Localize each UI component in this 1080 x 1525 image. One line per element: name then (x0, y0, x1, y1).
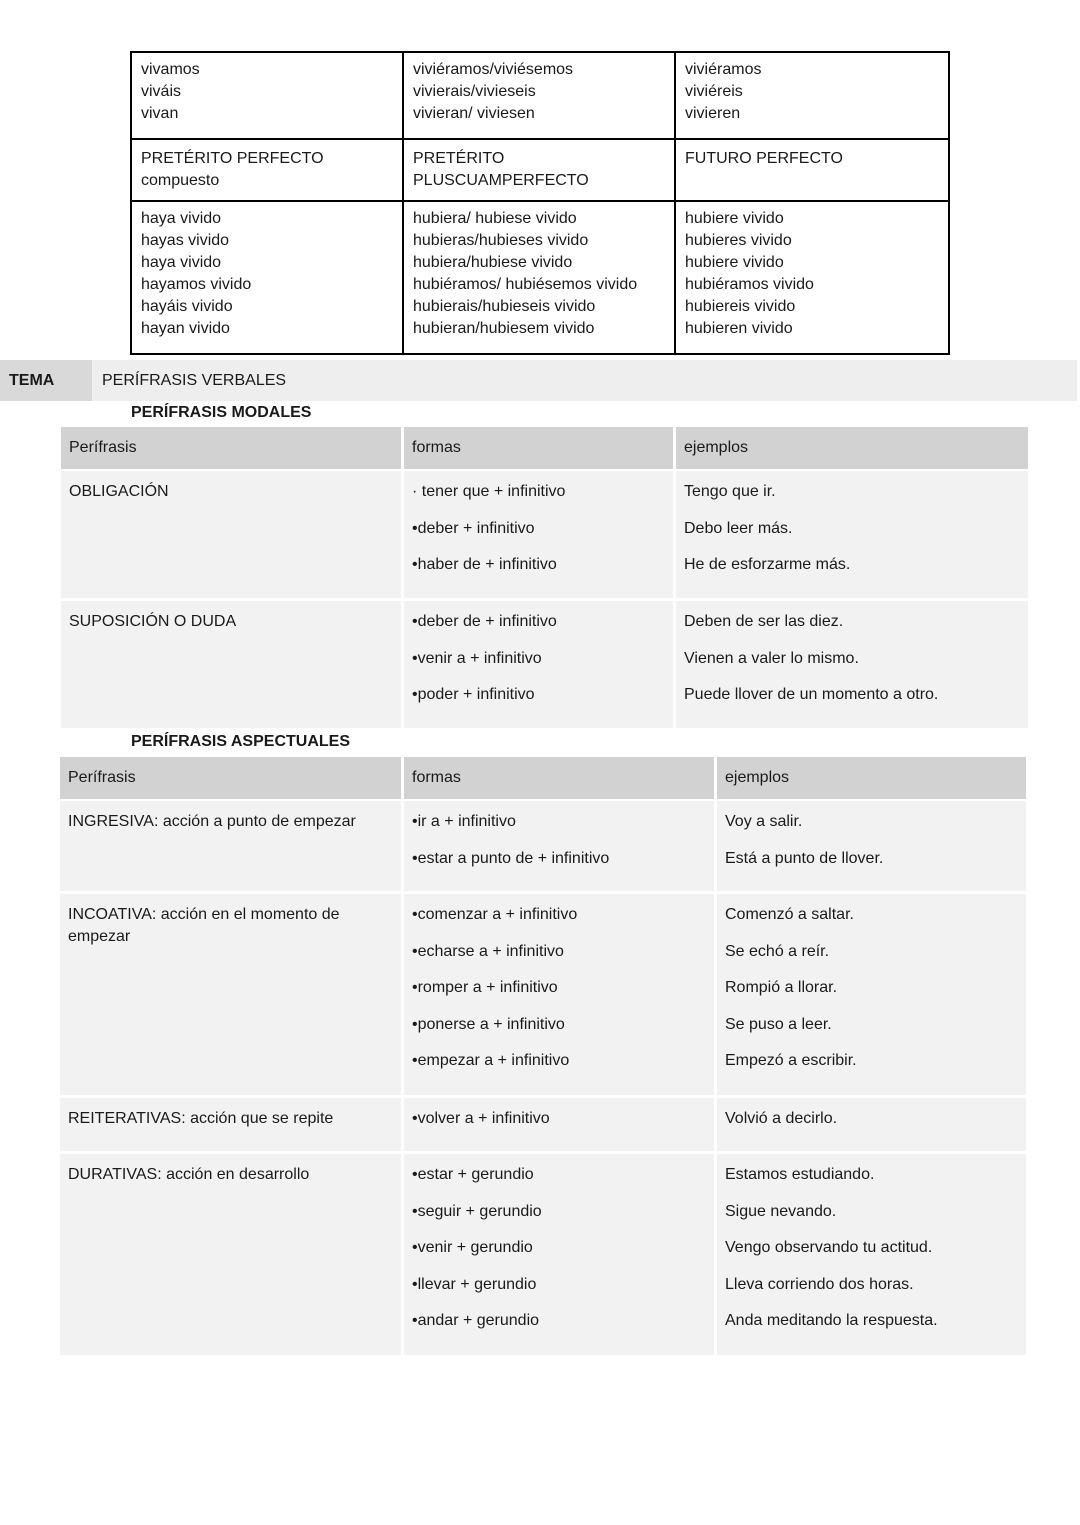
conjugation-form: hubieres vivido (685, 232, 792, 249)
conjugation-cell (403, 52, 675, 139)
conjugation-form: hayas vivido (141, 232, 230, 249)
column-header: formas (404, 757, 714, 799)
ejemplos-cell (717, 894, 1026, 1095)
forma-item: •andar + gerundio (412, 1312, 540, 1329)
aspectuales-title: PERÍFRASIS ASPECTUALES (131, 733, 350, 750)
perifrasis-name-cell (60, 801, 401, 891)
perifrasis-name: INGRESIVA: acción a punto de empezar (68, 813, 356, 830)
conjugation-form: haya vivido (141, 254, 222, 271)
ejemplo-item: Estamos estudiando. (725, 1166, 875, 1183)
tense-header: FUTURO PERFECTO (675, 139, 949, 201)
forma-item: •deber + infinitivo (412, 520, 535, 537)
conjugation-form: hubieran/hubiesem vivido (413, 320, 595, 337)
perifrasis-name-cell (60, 894, 401, 1095)
ejemplo-item: Lleva corriendo dos horas. (725, 1276, 914, 1293)
conjugation-form: viviéramos/viviésemos (413, 61, 574, 78)
conjugation-form: hubiéramos vivido (685, 276, 814, 293)
conjugation-form: hubiere vivido (685, 210, 784, 227)
conjugation-form: hubiera/hubiese vivido (413, 254, 573, 271)
modales-title: PERÍFRASIS MODALES (131, 404, 312, 421)
conjugation-form: hubierais/hubieseis vivido (413, 298, 596, 315)
forma-item: •venir a + infinitivo (412, 650, 542, 667)
conjugation-form: vivamos (141, 61, 200, 78)
conjugation-form: hayan vivido (141, 320, 230, 337)
ejemplo-item: Sigue nevando. (725, 1203, 837, 1220)
conjugation-form: haya vivido (141, 210, 222, 227)
conjugation-form: vivieren (685, 105, 741, 122)
ejemplo-item: Voy a salir. (725, 813, 803, 830)
conjugation-form: hubiere vivido (685, 254, 784, 271)
perifrasis-name: OBLIGACIÓN (69, 483, 169, 500)
ejemplos-cell (676, 601, 1028, 728)
conjugation-cell (675, 52, 949, 139)
ejemplo-item: Rompió a llorar. (725, 979, 838, 996)
perifrasis-name-cell (60, 1154, 401, 1355)
conjugation-form: hubiera/ hubiese vivido (413, 210, 577, 227)
conjugation-form: vivieran/ viviesen (413, 105, 535, 122)
ejemplo-item: Debo leer más. (684, 520, 793, 537)
column-header: ejemplos (676, 427, 1028, 469)
ejemplo-item: Anda meditando la respuesta. (725, 1312, 938, 1329)
forma-item: •deber de + infinitivo (412, 613, 557, 630)
forma-item: •venir + gerundio (412, 1239, 533, 1256)
perifrasis-name: INCOATIVA: acción en el momento de empezar (68, 906, 340, 945)
conjugation-row (131, 52, 949, 139)
formas-cell (404, 894, 714, 1095)
conjugation-form: hubieras/hubieses vivido (413, 232, 589, 249)
table-row (60, 1098, 1026, 1151)
ejemplos-cell (676, 471, 1028, 598)
ejemplo-item: Comenzó a saltar. (725, 906, 854, 923)
conjugation-form: viváis (141, 83, 182, 100)
perifrasis-name: DURATIVAS: acción en desarrollo (68, 1166, 310, 1183)
conjugation-row (131, 201, 949, 354)
formas-cell (404, 601, 673, 728)
conjugation-form: vivan (141, 105, 179, 122)
ejemplos-cell (717, 1154, 1026, 1355)
ejemplo-item: Deben de ser las diez. (684, 613, 844, 630)
table-row (61, 601, 1028, 728)
tense-header: PRETÉRITO PLUSCUAMPERFECTO (403, 139, 675, 201)
ejemplo-item: Está a punto de llover. (725, 850, 884, 867)
conjugation-form: hubieren vivido (685, 320, 793, 337)
conjugation-cell (675, 201, 949, 354)
conjugation-form: hayáis vivido (141, 298, 233, 315)
formas-cell (404, 1098, 714, 1151)
perifrasis-name-cell (60, 1098, 401, 1151)
table-row (60, 1154, 1026, 1355)
forma-item: •comenzar a + infinitivo (412, 906, 578, 923)
conjugation-cell (131, 52, 403, 139)
conjugation-form: viviéreis (685, 83, 743, 100)
conjugation-form: vivierais/vivieseis (413, 83, 536, 100)
perifrasis-name: SUPOSICIÓN O DUDA (69, 613, 237, 630)
ejemplos-cell (717, 1098, 1026, 1151)
table-header-row (60, 757, 1026, 799)
tema-label: TEMA (0, 360, 92, 401)
conjugation-table (130, 51, 950, 355)
table-row (60, 894, 1026, 1095)
ejemplo-item: Se echó a reír. (725, 943, 830, 960)
ejemplo-item: Vengo observando tu actitud. (725, 1239, 933, 1256)
conjugation-cell (131, 201, 403, 354)
formas-cell (404, 801, 714, 891)
forma-item: •ponerse a + infinitivo (412, 1016, 565, 1033)
forma-item: •estar a punto de + infinitivo (412, 850, 610, 867)
column-header: formas (404, 427, 673, 469)
column-header: ejemplos (717, 757, 1026, 799)
table-row (60, 801, 1026, 891)
forma-item: •ir a + infinitivo (412, 813, 516, 830)
ejemplo-item: Vienen a valer lo mismo. (684, 650, 859, 667)
tense-header: PRETÉRITO PERFECTO compuesto (131, 139, 403, 201)
conjugation-form: viviéramos (685, 61, 762, 78)
conjugation-header-row (131, 139, 949, 201)
conjugation-form: hubiereis vivido (685, 298, 796, 315)
ejemplo-item: Puede llover de un momento a otro. (684, 686, 939, 703)
conjugation-form: hubiéramos/ hubiésemos vivido (413, 276, 638, 293)
ejemplo-item: Se puso a leer. (725, 1016, 832, 1033)
column-header: Perífrasis (60, 757, 401, 799)
forma-item: •haber de + infinitivo (412, 556, 557, 573)
table-header-row (61, 427, 1028, 469)
aspectuales-table (60, 757, 1026, 1355)
conjugation-form: hayamos vivido (141, 276, 252, 293)
ejemplos-cell (717, 801, 1026, 891)
forma-item: •llevar + gerundio (412, 1276, 537, 1293)
perifrasis-name-cell (61, 601, 401, 728)
ejemplo-item: He de esforzarme más. (684, 556, 851, 573)
table-row (61, 471, 1028, 598)
ejemplo-item: Volvió a decirlo. (725, 1110, 838, 1127)
forma-item: · tener que + infinitivo (412, 483, 566, 500)
perifrasis-name-cell (61, 471, 401, 598)
ejemplo-item: Empezó a escribir. (725, 1052, 857, 1069)
conjugation-cell (403, 201, 675, 354)
column-header: Perífrasis (61, 427, 401, 469)
modales-table (61, 427, 1028, 728)
forma-item: •poder + infinitivo (412, 686, 535, 703)
forma-item: •empezar a + infinitivo (412, 1052, 570, 1069)
formas-cell (404, 1154, 714, 1355)
forma-item: •volver a + infinitivo (412, 1110, 550, 1127)
forma-item: •romper a + infinitivo (412, 979, 558, 996)
forma-item: •echarse a + infinitivo (412, 943, 564, 960)
perifrasis-name: REITERATIVAS: acción que se repite (68, 1110, 334, 1127)
ejemplo-item: Tengo que ir. (684, 483, 776, 500)
forma-item: •seguir + gerundio (412, 1203, 542, 1220)
forma-item: •estar + gerundio (412, 1166, 534, 1183)
tema-title: PERÍFRASIS VERBALES (102, 372, 287, 389)
formas-cell (404, 471, 673, 598)
